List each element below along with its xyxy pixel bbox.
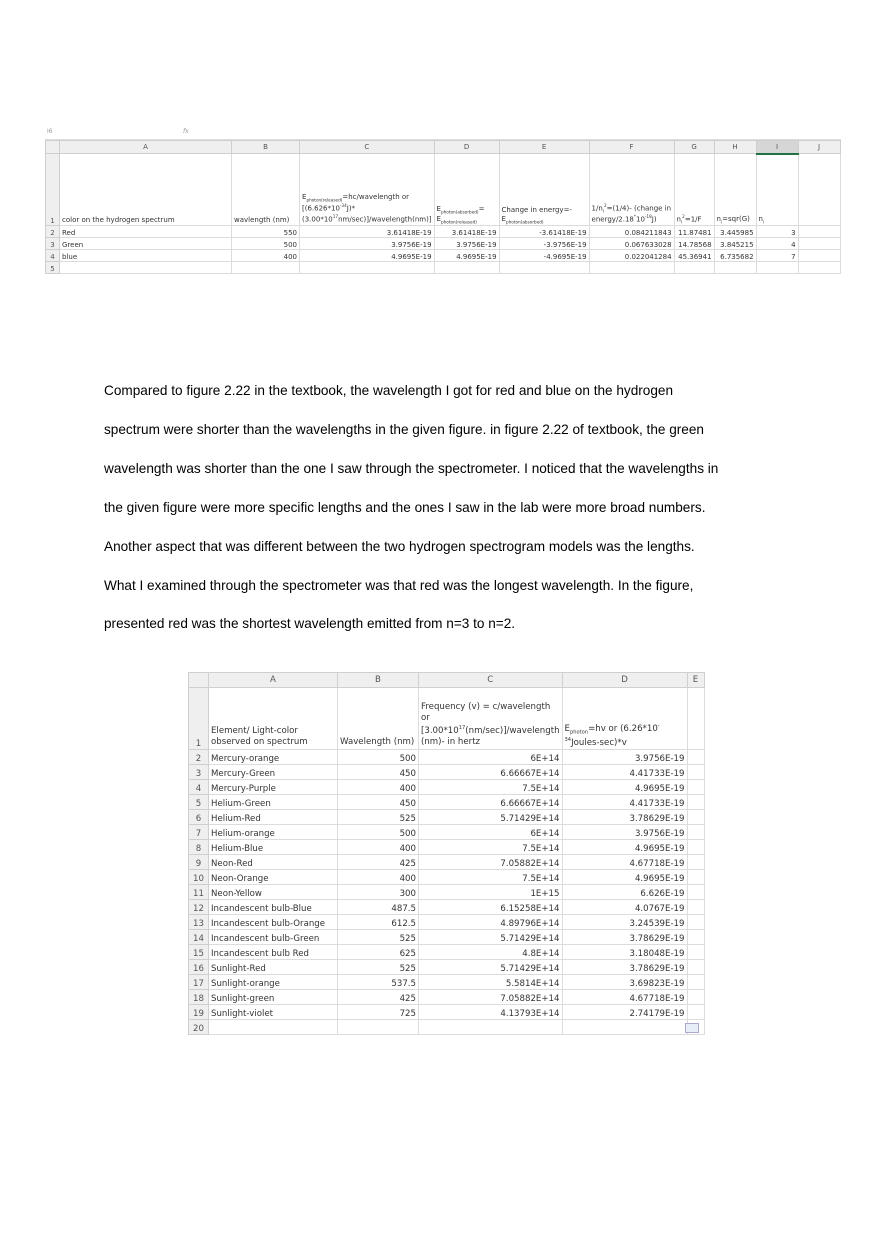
table-cell[interactable]: 4.0767E-19 — [562, 900, 687, 915]
table-cell[interactable] — [687, 825, 704, 840]
table-cell[interactable]: 4.41733E-19 — [562, 765, 687, 780]
paragraph-line: the given figure were more specific lengths and the ones I saw in the lab were more broad numbers. — [104, 499, 706, 515]
table-cell[interactable] — [687, 915, 704, 930]
column-header-I[interactable]: I — [756, 141, 798, 154]
table-cell[interactable]: Incandescent bulb-Green — [209, 930, 338, 945]
table-cell[interactable]: 400 — [338, 870, 419, 885]
table-cell[interactable]: 0.084211843 — [589, 226, 674, 238]
table-cell[interactable] — [209, 1020, 338, 1035]
table-cell[interactable] — [687, 1005, 704, 1020]
table-cell[interactable]: Neon-Orange — [209, 870, 338, 885]
table-cell[interactable]: 500 — [338, 750, 419, 765]
table-cell[interactable]: -4.9695E-19 — [499, 250, 589, 262]
header-row — [46, 154, 841, 226]
light-sources-table — [188, 672, 705, 1035]
table-row — [189, 780, 705, 795]
table-cell[interactable]: 3 — [756, 226, 798, 238]
row-number[interactable]: 1 — [189, 688, 209, 750]
table-cell[interactable]: 7.5E+14 — [419, 870, 563, 885]
spreadsheet-hydrogen-spectrum — [45, 126, 841, 274]
table-cell[interactable] — [687, 750, 704, 765]
table-cell[interactable]: 11.87481 — [674, 226, 714, 238]
empty-row — [46, 262, 841, 274]
header-cell[interactable]: Change in $energy=-E_{photon(absorbed)}$ — [499, 154, 589, 226]
row-number[interactable]: 16 — [189, 960, 209, 975]
table-cell[interactable] — [756, 262, 798, 274]
table-cell[interactable] — [714, 262, 756, 274]
table-row — [189, 1005, 705, 1020]
row-number[interactable]: 2 — [46, 226, 60, 238]
table-cell[interactable]: Mercury-orange — [209, 750, 338, 765]
table-cell[interactable]: Neon-Red — [209, 855, 338, 870]
column-header-D[interactable]: D — [562, 673, 687, 688]
table-cell[interactable]: 300 — [338, 885, 419, 900]
table-cell[interactable]: 450 — [338, 795, 419, 810]
table-cell[interactable]: 6.66667E+14 — [419, 795, 563, 810]
table-cell[interactable]: 0.022041284 — [589, 250, 674, 262]
table-cell[interactable] — [798, 238, 840, 250]
paragraph-line: Another aspect that was different between the two hydrogen spectrogram models was the lengths. — [104, 538, 695, 554]
table-cell[interactable]: Incandescent bulb-Blue — [209, 900, 338, 915]
table-cell[interactable]: Red — [60, 226, 232, 238]
table-cell[interactable]: Helium-orange — [209, 825, 338, 840]
column-header-C[interactable]: C — [419, 673, 563, 688]
table-cell[interactable] — [798, 226, 840, 238]
row-number[interactable]: 11 — [189, 885, 209, 900]
table-cell[interactable]: 4.9695E-19 — [562, 840, 687, 855]
table-cell[interactable]: Helium-Green — [209, 795, 338, 810]
column-header-G[interactable]: G — [674, 141, 714, 154]
column-header-row — [189, 673, 705, 688]
table-row — [189, 975, 705, 990]
column-header-E[interactable]: E — [687, 673, 704, 688]
header-cell[interactable]: Element/ Light-color observed on spectrum — [209, 688, 338, 750]
table-row — [189, 885, 705, 900]
row-number[interactable]: 3 — [189, 765, 209, 780]
row-number[interactable]: 20 — [189, 1020, 209, 1035]
table-cell[interactable]: 5.71429E+14 — [419, 930, 563, 945]
row-number[interactable]: 4 — [46, 250, 60, 262]
header-cell[interactable]: $n_i^2=1/F$ — [674, 154, 714, 226]
table-cell[interactable]: 4 — [756, 238, 798, 250]
column-header-B[interactable]: B — [232, 141, 300, 154]
table-cell[interactable]: 3.78629E-19 — [562, 810, 687, 825]
table-cell[interactable]: Helium-Blue — [209, 840, 338, 855]
table-cell[interactable]: 4.89796E+14 — [419, 915, 563, 930]
table-cell[interactable]: 3.9756E-19 — [434, 238, 499, 250]
table-cell[interactable]: blue — [60, 250, 232, 262]
header-cell[interactable] — [687, 688, 704, 750]
table-cell[interactable]: 2.74179E-19 — [562, 1005, 687, 1020]
table-cell[interactable] — [687, 975, 704, 990]
table-cell[interactable] — [232, 262, 300, 274]
table-cell[interactable]: 537.5 — [338, 975, 419, 990]
column-header-A[interactable]: A — [209, 673, 338, 688]
table-cell[interactable]: 4.13793E+14 — [419, 1005, 563, 1020]
column-header-J[interactable]: J — [798, 141, 840, 154]
table-cell[interactable]: Neon-Yellow — [209, 885, 338, 900]
column-header-B[interactable]: B — [338, 673, 419, 688]
table-cell[interactable] — [687, 795, 704, 810]
table-cell[interactable]: 3.9756E-19 — [562, 825, 687, 840]
column-header-D[interactable]: D — [434, 141, 499, 154]
table-cell[interactable]: 4.67718E-19 — [562, 990, 687, 1005]
paragraph-line: wavelength was shorter than the one I saw through the spectrometer. I noticed that the wavelengths in — [104, 460, 719, 476]
header-cell[interactable]: wavlength (nm) — [232, 154, 300, 226]
table-row — [46, 250, 841, 262]
row-number[interactable]: 9 — [189, 855, 209, 870]
table-cell[interactable]: 3.445985 — [714, 226, 756, 238]
table-row — [189, 825, 705, 840]
paragraph-line: Compared to figure 2.22 in the textbook, the wavelength I got for red and blue on the hydrogen — [104, 383, 674, 398]
table-cell[interactable]: 4.67718E-19 — [562, 855, 687, 870]
table-cell[interactable]: 6E+14 — [419, 825, 563, 840]
table-cell[interactable]: 5.5814E+14 — [419, 975, 563, 990]
table-cell[interactable]: 400 — [232, 250, 300, 262]
table-cell[interactable] — [674, 262, 714, 274]
table-cell[interactable]: 3.18048E-19 — [562, 945, 687, 960]
row-number[interactable]: 12 — [189, 900, 209, 915]
table-cell[interactable]: 4.9695E-19 — [434, 250, 499, 262]
table-cell[interactable]: Green — [60, 238, 232, 250]
table-cell[interactable]: 487.5 — [338, 900, 419, 915]
table-cell[interactable]: 450 — [338, 765, 419, 780]
table-cell[interactable] — [687, 885, 704, 900]
row-number[interactable]: 14 — [189, 930, 209, 945]
header-cell[interactable]: $E_{photon(released)}=hc$/wavelength or $[(6.626*10^{-34}J)*(3.00*10^{17}nm/\sec)]/wavelength(nm)$] — [300, 154, 435, 226]
table-row — [189, 840, 705, 855]
table-cell[interactable] — [338, 1020, 419, 1035]
table-cell[interactable]: Sunlight-orange — [209, 975, 338, 990]
row-number[interactable]: 13 — [189, 915, 209, 930]
table-cell[interactable] — [798, 262, 840, 274]
row-number[interactable]: 2 — [189, 750, 209, 765]
formula-bar[interactable] — [45, 126, 841, 140]
table-cell[interactable]: 425 — [338, 855, 419, 870]
row-number[interactable]: 5 — [46, 262, 60, 274]
table-cell[interactable] — [687, 990, 704, 1005]
table-cell[interactable]: Helium-Red — [209, 810, 338, 825]
row-number[interactable]: 4 — [189, 780, 209, 795]
table-cell[interactable]: -3.61418E-19 — [499, 226, 589, 238]
table-row — [189, 855, 705, 870]
table-cell[interactable] — [798, 250, 840, 262]
table-cell[interactable]: 1E+15 — [419, 885, 563, 900]
table-row — [189, 765, 705, 780]
table-cell[interactable]: 7.05882E+14 — [419, 990, 563, 1005]
table-cell[interactable]: 3.24539E-19 — [562, 915, 687, 930]
table-cell[interactable]: 7.05882E+14 — [419, 855, 563, 870]
column-header-A[interactable]: A — [60, 141, 232, 154]
table-cell[interactable]: 6.626E-19 — [562, 885, 687, 900]
table-cell[interactable]: 500 — [232, 238, 300, 250]
table-cell[interactable]: 14.78568 — [674, 238, 714, 250]
table-cell[interactable]: Incandescent bulb-Orange — [209, 915, 338, 930]
table-cell[interactable]: 612.5 — [338, 915, 419, 930]
table-row — [189, 750, 705, 765]
table-cell[interactable] — [589, 262, 674, 274]
paragraph-line: What I examined through the spectrometer was that red was the longest wavelength. In the figure, — [104, 577, 694, 593]
table-cell[interactable] — [499, 262, 589, 274]
table-row — [46, 238, 841, 250]
table-row — [189, 870, 705, 885]
table-cell[interactable]: 400 — [338, 840, 419, 855]
empty-row — [189, 1020, 705, 1035]
row-number[interactable]: 19 — [189, 1005, 209, 1020]
table-cell[interactable]: 525 — [338, 930, 419, 945]
table-cell[interactable]: 3.69823E-19 — [562, 975, 687, 990]
paragraph-line: spectrum were shorter than the wavelengths in the given figure. in figure 2.22 of textbook, the green — [104, 421, 704, 437]
table-cell[interactable]: 525 — [338, 960, 419, 975]
table-cell[interactable] — [562, 1020, 687, 1035]
column-header-H[interactable]: H — [714, 141, 756, 154]
table-cell[interactable] — [687, 765, 704, 780]
row-number[interactable]: 6 — [189, 810, 209, 825]
table-cell[interactable]: Sunlight-Red — [209, 960, 338, 975]
table-cell[interactable]: 3.9756E-19 — [300, 238, 435, 250]
name-box[interactable]: I6 — [47, 128, 53, 135]
table-cell[interactable]: 5.71429E+14 — [419, 960, 563, 975]
table-cell[interactable]: 5.71429E+14 — [419, 810, 563, 825]
table-cell[interactable]: 4.9695E-19 — [562, 870, 687, 885]
table-cell[interactable]: 6.735682 — [714, 250, 756, 262]
table-cell[interactable] — [419, 1020, 563, 1035]
column-header-C[interactable]: C — [300, 141, 435, 154]
table-cell[interactable]: 3.78629E-19 — [562, 960, 687, 975]
table-cell[interactable] — [687, 930, 704, 945]
table-row — [189, 900, 705, 915]
table-cell[interactable] — [687, 855, 704, 870]
table-cell[interactable]: 4.9695E-19 — [300, 250, 435, 262]
header-row — [189, 688, 705, 750]
table-row — [189, 930, 705, 945]
table-cell[interactable] — [687, 780, 704, 795]
table-cell[interactable]: Incandescent bulb Red — [209, 945, 338, 960]
header-cell[interactable]: $E_{photon(absorbed)}= E_{photon(released)}$ — [434, 154, 499, 226]
table-cell[interactable]: 400 — [338, 780, 419, 795]
table-cell[interactable]: 500 — [338, 825, 419, 840]
table-cell[interactable] — [687, 870, 704, 885]
table-cell[interactable] — [434, 262, 499, 274]
table-cell[interactable]: Mercury-Purple — [209, 780, 338, 795]
table-cell[interactable] — [687, 900, 704, 915]
column-header-E[interactable]: E — [499, 141, 589, 154]
header-cell[interactable]: Wavelength (nm) — [338, 688, 419, 750]
table-cell[interactable]: 3.9756E-19 — [562, 750, 687, 765]
table-cell[interactable]: 7 — [756, 250, 798, 262]
row-number[interactable]: 1 — [46, 154, 60, 226]
table-cell[interactable]: 3.61418E-19 — [434, 226, 499, 238]
header-cell[interactable]: color on the hydrogen spectrum — [60, 154, 232, 226]
header-cell[interactable]: $n_i=sqr(G)$ — [714, 154, 756, 226]
header-cell[interactable]: Frequency (v) = c/wavelength or $[3.00*10^{17}(nm/\sec)]$/wavelength (nm)- in hertz — [419, 688, 563, 750]
table-row — [46, 226, 841, 238]
table-cell[interactable]: 4.41733E-19 — [562, 795, 687, 810]
table-cell[interactable]: 550 — [232, 226, 300, 238]
paste-options-icon[interactable] — [685, 1023, 699, 1033]
table-cell[interactable]: 425 — [338, 990, 419, 1005]
table-row — [189, 960, 705, 975]
table-cell[interactable]: 6.15258E+14 — [419, 900, 563, 915]
table-row — [189, 795, 705, 810]
table-cell[interactable] — [687, 840, 704, 855]
table-cell[interactable]: 7.5E+14 — [419, 840, 563, 855]
select-all-corner[interactable] — [46, 141, 60, 154]
row-number[interactable]: 7 — [189, 825, 209, 840]
header-cell[interactable]: $E_{photon}=hv$ or $(6.26*10^{-34}Joules-\sec)*v$ — [562, 688, 687, 750]
table-cell[interactable]: 625 — [338, 945, 419, 960]
table-cell[interactable]: 3.845215 — [714, 238, 756, 250]
row-number[interactable]: 5 — [189, 795, 209, 810]
table-cell[interactable]: 6E+14 — [419, 750, 563, 765]
table-cell[interactable]: 0.067633028 — [589, 238, 674, 250]
table-cell[interactable] — [60, 262, 232, 274]
row-number[interactable]: 8 — [189, 840, 209, 855]
table-cell[interactable]: Sunlight-green — [209, 990, 338, 1005]
header-cell[interactable]: $1/n_i^2=(1/4)-$ (change in energy/$2.18^*10^{-18}J$) — [589, 154, 674, 226]
table-cell[interactable]: 3.61418E-19 — [300, 226, 435, 238]
table-cell[interactable]: 3.78629E-19 — [562, 930, 687, 945]
table-row — [189, 810, 705, 825]
hydrogen-table — [45, 140, 841, 274]
table-cell[interactable]: Mercury-Green — [209, 765, 338, 780]
table-cell[interactable]: 525 — [338, 810, 419, 825]
table-cell[interactable] — [687, 945, 704, 960]
table-cell[interactable]: 45.36941 — [674, 250, 714, 262]
row-number[interactable]: 10 — [189, 870, 209, 885]
select-all-corner[interactable] — [189, 673, 209, 688]
table-cell[interactable]: 4.8E+14 — [419, 945, 563, 960]
row-number[interactable]: 17 — [189, 975, 209, 990]
row-number[interactable]: 3 — [46, 238, 60, 250]
paragraph-line: presented red was the shortest wavelength emitted from n=3 to n=2. — [104, 616, 516, 632]
table-cell[interactable]: 7.5E+14 — [419, 780, 563, 795]
table-cell[interactable]: 725 — [338, 1005, 419, 1020]
fx-icon: fx — [183, 128, 189, 135]
table-row — [189, 990, 705, 1005]
row-number[interactable]: 15 — [189, 945, 209, 960]
header-cell[interactable] — [798, 154, 840, 226]
column-header-row — [46, 141, 841, 154]
table-cell[interactable] — [687, 960, 704, 975]
spreadsheet-light-sources — [188, 672, 705, 1035]
row-number[interactable]: 18 — [189, 990, 209, 1005]
table-cell[interactable]: -3.9756E-19 — [499, 238, 589, 250]
header-cell[interactable]: $n_i$ — [756, 154, 798, 226]
table-cell[interactable]: Sunlight-violet — [209, 1005, 338, 1020]
body-paragraph — [104, 372, 804, 644]
table-row — [189, 945, 705, 960]
column-header-F[interactable]: F — [589, 141, 674, 154]
table-cell[interactable]: 6.66667E+14 — [419, 765, 563, 780]
table-cell[interactable]: 4.9695E-19 — [562, 780, 687, 795]
table-cell[interactable] — [300, 262, 435, 274]
table-row — [189, 915, 705, 930]
table-cell[interactable] — [687, 810, 704, 825]
